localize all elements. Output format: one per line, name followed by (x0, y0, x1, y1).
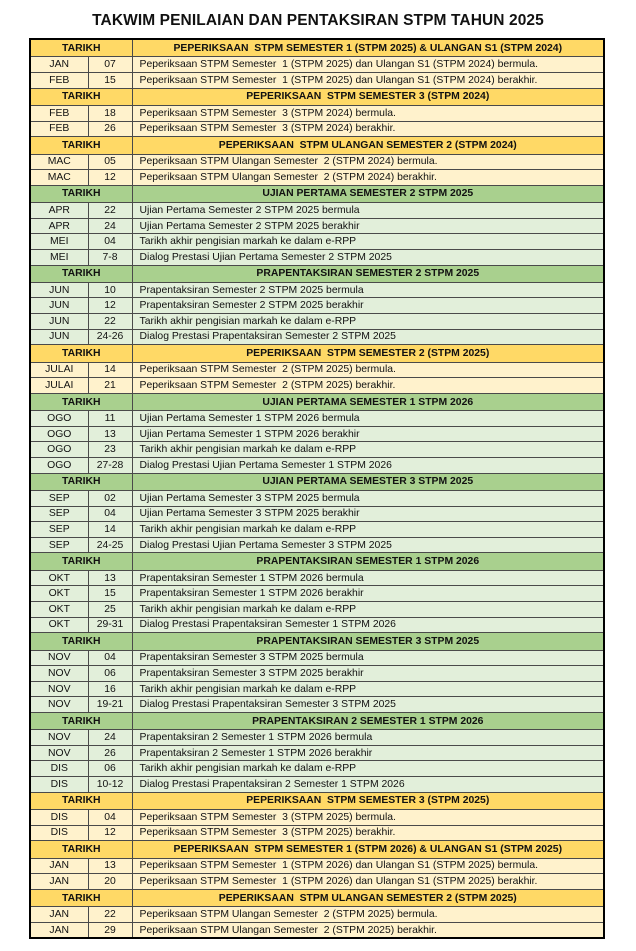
day-cell: 13 (88, 858, 132, 874)
table-row (30, 922, 604, 938)
month-cell: JUN (30, 282, 88, 298)
description-cell: Peperiksaan STPM Semester 1 (STPM 2025) dan Ulangan S1 (STPM 2024) berakhir. (132, 72, 604, 88)
month-cell: DIS (30, 810, 88, 826)
description-cell: Peperiksaan STPM Ulangan Semester 2 (STPM 2025) berakhir. (132, 922, 604, 938)
month-cell: MAC (30, 154, 88, 170)
section-title: UJIAN PERTAMA SEMESTER 3 STPM 2025 (132, 473, 604, 490)
description-cell: Peperiksaan STPM Semester 1 (STPM 2026) dan Ulangan S1 (STPM 2025) bermula. (132, 858, 604, 874)
description-cell: Dialog Prestasi Prapentaksiran Semester 1 STPM 2026 (132, 617, 604, 633)
description-cell: Dialog Prestasi Ujian Pertama Semester 1 STPM 2026 (132, 458, 604, 474)
table-row (30, 907, 604, 923)
calendar-body (30, 39, 604, 938)
month-cell: DIS (30, 761, 88, 777)
date-column-header: TARIKH (30, 889, 132, 906)
table-row (30, 314, 604, 330)
description-cell: Ujian Pertama Semester 2 STPM 2025 berakhir (132, 218, 604, 234)
description-cell: Peperiksaan STPM Ulangan Semester 2 (STPM 2024) bermula. (132, 154, 604, 170)
month-cell: APR (30, 203, 88, 219)
section-title: PRAPENTAKSIRAN SEMESTER 2 STPM 2025 (132, 265, 604, 282)
section-title: PEPERIKSAAN STPM SEMESTER 3 (STPM 2024) (132, 88, 604, 105)
date-column-header: TARIKH (30, 633, 132, 650)
day-cell: 10-12 (88, 777, 132, 793)
day-cell: 26 (88, 745, 132, 761)
table-row (30, 298, 604, 314)
date-column-header: TARIKH (30, 185, 132, 202)
month-cell: NOV (30, 745, 88, 761)
table-row (30, 170, 604, 186)
month-cell: SEP (30, 522, 88, 538)
table-row (30, 329, 604, 345)
section-title: PEPERIKSAAN STPM SEMESTER 1 (STPM 2026) & ULANGAN S1 (STPM 2025) (132, 841, 604, 858)
description-cell: Tarikh akhir pengisian markah ke dalam e-RPP (132, 234, 604, 250)
section-header (30, 185, 604, 202)
table-row (30, 745, 604, 761)
description-cell: Tarikh akhir pengisian markah ke dalam e-RPP (132, 601, 604, 617)
month-cell: OGO (30, 426, 88, 442)
month-cell: MAC (30, 170, 88, 186)
day-cell: 19-21 (88, 697, 132, 713)
month-cell: OKT (30, 601, 88, 617)
day-cell: 29-31 (88, 617, 132, 633)
section-title: PRAPENTAKSIRAN 2 SEMESTER 1 STPM 2026 (132, 712, 604, 729)
section-header (30, 265, 604, 282)
description-cell: Dialog Prestasi Ujian Pertama Semester 2 STPM 2025 (132, 249, 604, 265)
section-header (30, 841, 604, 858)
month-cell: DIS (30, 825, 88, 841)
day-cell: 18 (88, 105, 132, 121)
month-cell: OKT (30, 617, 88, 633)
table-row (30, 121, 604, 137)
section-title: PEPERIKSAAN STPM SEMESTER 3 (STPM 2025) (132, 792, 604, 809)
month-cell: JULAI (30, 378, 88, 394)
day-cell: 24-26 (88, 329, 132, 345)
table-row (30, 666, 604, 682)
description-cell: Tarikh akhir pengisian markah ke dalam e-RPP (132, 522, 604, 538)
table-row (30, 506, 604, 522)
description-cell: Peperiksaan STPM Semester 2 (STPM 2025) berakhir. (132, 378, 604, 394)
description-cell: Prapentaksiran Semester 1 STPM 2026 berakhir (132, 586, 604, 602)
table-row (30, 72, 604, 88)
day-cell: 15 (88, 586, 132, 602)
day-cell: 04 (88, 506, 132, 522)
table-row (30, 154, 604, 170)
table-row (30, 874, 604, 890)
month-cell: SEP (30, 491, 88, 507)
table-row (30, 218, 604, 234)
date-column-header: TARIKH (30, 345, 132, 362)
date-column-header: TARIKH (30, 712, 132, 729)
description-cell: Tarikh akhir pengisian markah ke dalam e-RPP (132, 314, 604, 330)
section-header (30, 473, 604, 490)
day-cell: 22 (88, 203, 132, 219)
description-cell: Prapentaksiran 2 Semester 1 STPM 2026 bermula (132, 730, 604, 746)
month-cell: JAN (30, 57, 88, 73)
month-cell: JAN (30, 874, 88, 890)
table-row (30, 426, 604, 442)
day-cell: 27-28 (88, 458, 132, 474)
day-cell: 04 (88, 810, 132, 826)
description-cell: Dialog Prestasi Ujian Pertama Semester 3 STPM 2025 (132, 537, 604, 553)
day-cell: 21 (88, 378, 132, 394)
day-cell: 12 (88, 170, 132, 186)
description-cell: Dialog Prestasi Prapentaksiran Semester 3 STPM 2025 (132, 697, 604, 713)
date-column-header: TARIKH (30, 137, 132, 154)
month-cell: OKT (30, 570, 88, 586)
month-cell: FEB (30, 121, 88, 137)
section-header (30, 792, 604, 809)
table-row (30, 378, 604, 394)
month-cell: JAN (30, 907, 88, 923)
date-column-header: TARIKH (30, 88, 132, 105)
day-cell: 7-8 (88, 249, 132, 265)
date-column-header: TARIKH (30, 265, 132, 282)
month-cell: FEB (30, 72, 88, 88)
day-cell: 23 (88, 442, 132, 458)
day-cell: 06 (88, 666, 132, 682)
month-cell: SEP (30, 506, 88, 522)
description-cell: Prapentaksiran Semester 3 STPM 2025 berakhir (132, 666, 604, 682)
date-column-header: TARIKH (30, 393, 132, 410)
section-title: UJIAN PERTAMA SEMESTER 1 STPM 2026 (132, 393, 604, 410)
section-header (30, 393, 604, 410)
description-cell: Ujian Pertama Semester 1 STPM 2026 bermula (132, 411, 604, 427)
section-header (30, 633, 604, 650)
description-cell: Peperiksaan STPM Semester 3 (STPM 2024) berakhir. (132, 121, 604, 137)
table-row (30, 601, 604, 617)
description-cell: Prapentaksiran Semester 2 STPM 2025 bermula (132, 282, 604, 298)
month-cell: DIS (30, 777, 88, 793)
table-row (30, 777, 604, 793)
month-cell: JAN (30, 922, 88, 938)
table-row (30, 858, 604, 874)
table-row (30, 105, 604, 121)
day-cell: 15 (88, 72, 132, 88)
month-cell: OGO (30, 411, 88, 427)
description-cell: Peperiksaan STPM Ulangan Semester 2 (STPM 2024) berakhir. (132, 170, 604, 186)
day-cell: 14 (88, 522, 132, 538)
day-cell: 24 (88, 730, 132, 746)
description-cell: Peperiksaan STPM Semester 3 (STPM 2025) bermula. (132, 810, 604, 826)
day-cell: 10 (88, 282, 132, 298)
description-cell: Peperiksaan STPM Semester 2 (STPM 2025) bermula. (132, 362, 604, 378)
section-header (30, 553, 604, 570)
month-cell: MEI (30, 249, 88, 265)
month-cell: OKT (30, 586, 88, 602)
table-row (30, 362, 604, 378)
table-row (30, 522, 604, 538)
table-row (30, 617, 604, 633)
section-header (30, 137, 604, 154)
table-row (30, 761, 604, 777)
day-cell: 06 (88, 761, 132, 777)
month-cell: OGO (30, 458, 88, 474)
date-column-header: TARIKH (30, 473, 132, 490)
month-cell: OGO (30, 442, 88, 458)
table-row (30, 537, 604, 553)
day-cell: 04 (88, 234, 132, 250)
section-title: PEPERIKSAAN STPM SEMESTER 1 (STPM 2025) & ULANGAN S1 (STPM 2024) (132, 39, 604, 57)
section-header (30, 88, 604, 105)
section-title: PEPERIKSAAN STPM SEMESTER 2 (STPM 2025) (132, 345, 604, 362)
day-cell: 11 (88, 411, 132, 427)
page-title: TAKWIM PENILAIAN DAN PENTAKSIRAN STPM TAHUN 2025 (92, 12, 544, 29)
table-row (30, 681, 604, 697)
day-cell: 04 (88, 650, 132, 666)
month-cell: JAN (30, 858, 88, 874)
description-cell: Peperiksaan STPM Semester 3 (STPM 2024) bermula. (132, 105, 604, 121)
section-title: PRAPENTAKSIRAN SEMESTER 3 STPM 2025 (132, 633, 604, 650)
date-column-header: TARIKH (30, 39, 132, 57)
day-cell: 24 (88, 218, 132, 234)
day-cell: 26 (88, 121, 132, 137)
day-cell: 22 (88, 907, 132, 923)
description-cell: Dialog Prestasi Prapentaksiran Semester 2 STPM 2025 (132, 329, 604, 345)
day-cell: 24-25 (88, 537, 132, 553)
table-row (30, 442, 604, 458)
description-cell: Prapentaksiran Semester 2 STPM 2025 berakhir (132, 298, 604, 314)
table-row (30, 825, 604, 841)
description-cell: Tarikh akhir pengisian markah ke dalam e-RPP (132, 761, 604, 777)
day-cell: 25 (88, 601, 132, 617)
day-cell: 05 (88, 154, 132, 170)
section-header (30, 889, 604, 906)
date-column-header: TARIKH (30, 841, 132, 858)
description-cell: Tarikh akhir pengisian markah ke dalam e-RPP (132, 681, 604, 697)
month-cell: NOV (30, 650, 88, 666)
section-header (30, 39, 604, 57)
month-cell: FEB (30, 105, 88, 121)
description-cell: Ujian Pertama Semester 2 STPM 2025 bermula (132, 203, 604, 219)
table-row (30, 730, 604, 746)
table-row (30, 57, 604, 73)
month-cell: JULAI (30, 362, 88, 378)
description-cell: Tarikh akhir pengisian markah ke dalam e-RPP (132, 442, 604, 458)
description-cell: Ujian Pertama Semester 3 STPM 2025 bermula (132, 491, 604, 507)
table-row (30, 810, 604, 826)
day-cell: 07 (88, 57, 132, 73)
day-cell: 12 (88, 825, 132, 841)
day-cell: 16 (88, 681, 132, 697)
table-row (30, 697, 604, 713)
table-row (30, 203, 604, 219)
day-cell: 02 (88, 491, 132, 507)
month-cell: JUN (30, 314, 88, 330)
month-cell: NOV (30, 681, 88, 697)
description-cell: Prapentaksiran Semester 1 STPM 2026 bermula (132, 570, 604, 586)
calendar-table (29, 38, 605, 939)
description-cell: Ujian Pertama Semester 3 STPM 2025 berakhir (132, 506, 604, 522)
table-row (30, 650, 604, 666)
section-header (30, 712, 604, 729)
description-cell: Prapentaksiran Semester 3 STPM 2025 bermula (132, 650, 604, 666)
section-title: PEPERIKSAAN STPM ULANGAN SEMESTER 2 (STPM 2024) (132, 137, 604, 154)
description-cell: Prapentaksiran 2 Semester 1 STPM 2026 berakhir (132, 745, 604, 761)
date-column-header: TARIKH (30, 553, 132, 570)
day-cell: 22 (88, 314, 132, 330)
section-header (30, 345, 604, 362)
month-cell: SEP (30, 537, 88, 553)
description-cell: Peperiksaan STPM Ulangan Semester 2 (STPM 2025) bermula. (132, 907, 604, 923)
table-row (30, 234, 604, 250)
table-row (30, 570, 604, 586)
table-row (30, 586, 604, 602)
day-cell: 13 (88, 570, 132, 586)
month-cell: APR (30, 218, 88, 234)
table-row (30, 491, 604, 507)
day-cell: 20 (88, 874, 132, 890)
description-cell: Peperiksaan STPM Semester 1 (STPM 2026) dan Ulangan S1 (STPM 2025) berakhir. (132, 874, 604, 890)
month-cell: JUN (30, 329, 88, 345)
date-column-header: TARIKH (30, 792, 132, 809)
table-row (30, 458, 604, 474)
section-title: PRAPENTAKSIRAN SEMESTER 1 STPM 2026 (132, 553, 604, 570)
description-cell: Peperiksaan STPM Semester 3 (STPM 2025) berakhir. (132, 825, 604, 841)
day-cell: 29 (88, 922, 132, 938)
table-row (30, 411, 604, 427)
month-cell: NOV (30, 666, 88, 682)
section-title: PEPERIKSAAN STPM ULANGAN SEMESTER 2 (STPM 2025) (132, 889, 604, 906)
description-cell: Dialog Prestasi Prapentaksiran 2 Semester 1 STPM 2026 (132, 777, 604, 793)
section-title: UJIAN PERTAMA SEMESTER 2 STPM 2025 (132, 185, 604, 202)
day-cell: 12 (88, 298, 132, 314)
table-row (30, 282, 604, 298)
month-cell: JUN (30, 298, 88, 314)
table-row (30, 249, 604, 265)
month-cell: NOV (30, 730, 88, 746)
month-cell: MEI (30, 234, 88, 250)
description-cell: Peperiksaan STPM Semester 1 (STPM 2025) dan Ulangan S1 (STPM 2024) bermula. (132, 57, 604, 73)
day-cell: 13 (88, 426, 132, 442)
month-cell: NOV (30, 697, 88, 713)
day-cell: 14 (88, 362, 132, 378)
description-cell: Ujian Pertama Semester 1 STPM 2026 berakhir (132, 426, 604, 442)
